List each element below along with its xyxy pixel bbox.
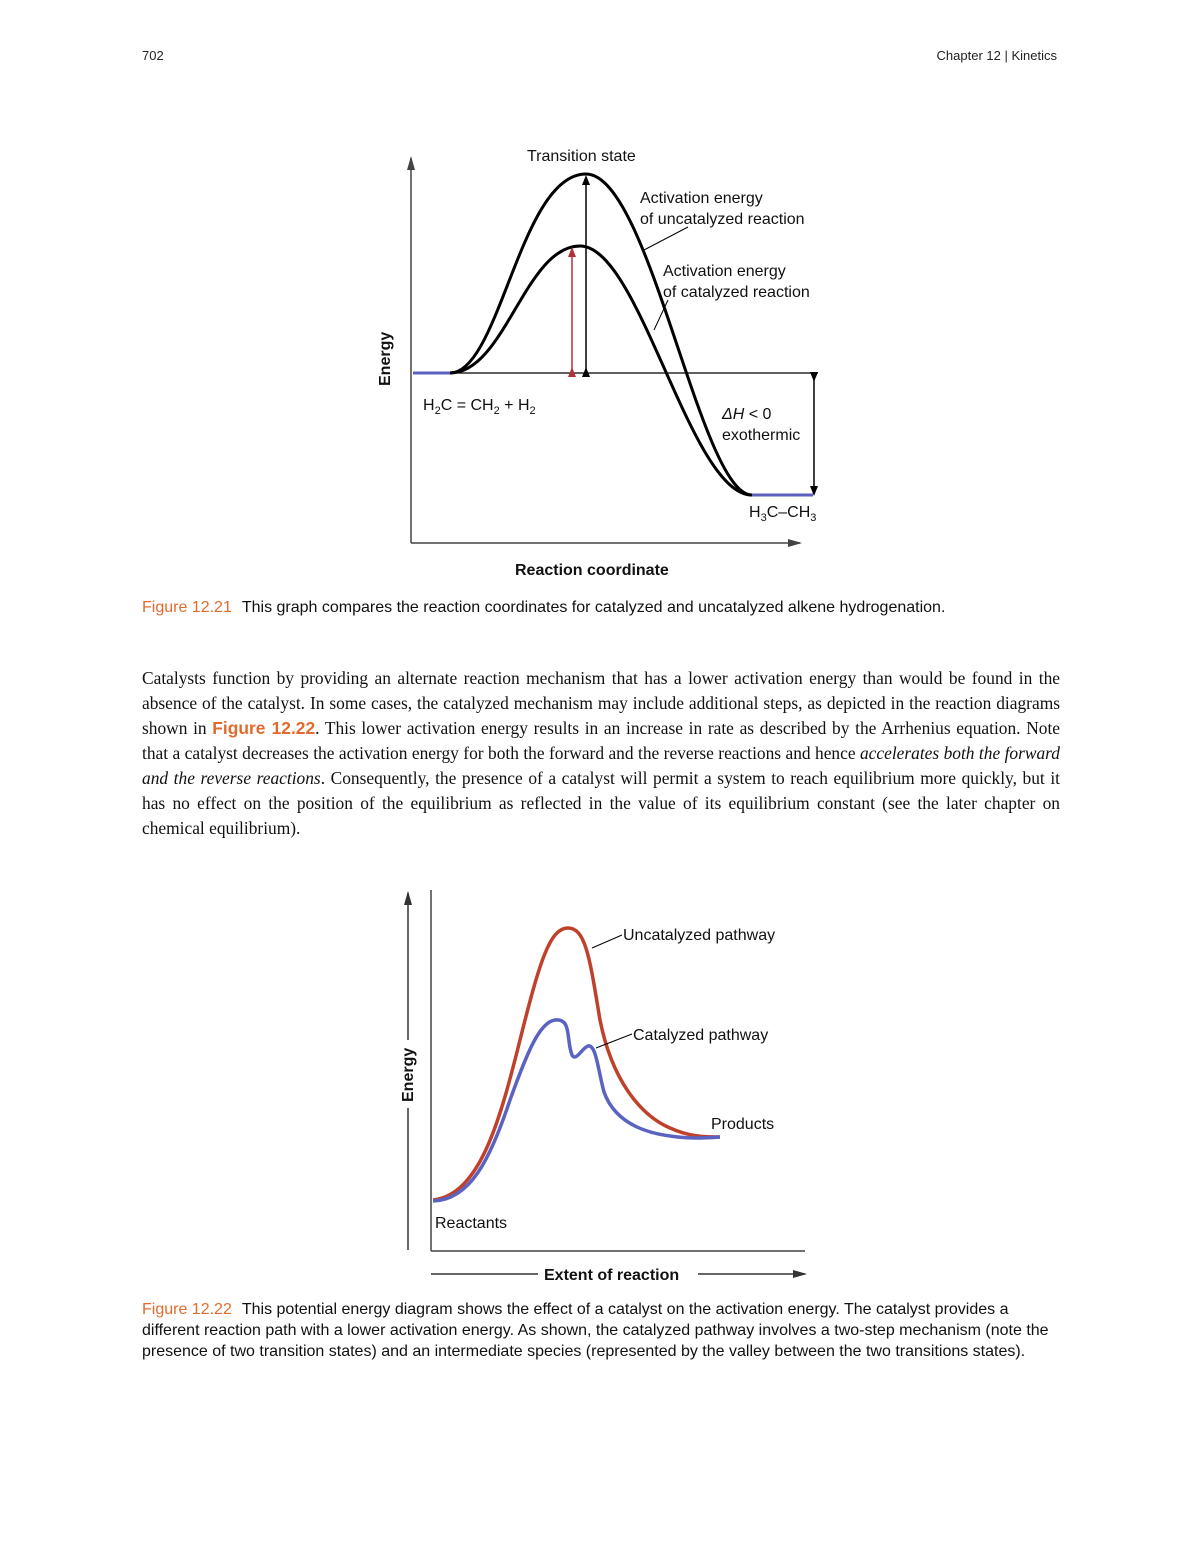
energy-axis-label: Energy (400, 1047, 417, 1102)
uncatalyzed-pathway-label: Uncatalyzed pathway (623, 927, 776, 944)
product-formula: $H_3C-CH_3$ (749, 504, 817, 524)
reactant-formula: $H_2C = CH_2 + H_2$ (423, 397, 536, 417)
catalyzed-activation-label-2: of catalyzed reaction (663, 284, 810, 301)
figure-12-21-caption (142, 597, 1062, 618)
figure-12-21 (0, 0, 1200, 600)
delta-h-label: ΔH < 0 (722, 406, 772, 423)
x-axis-label: Reaction coordinate (515, 562, 669, 579)
products-label: Products (711, 1116, 775, 1133)
figure-12-22-ref: Figure 12.22 (142, 1301, 232, 1318)
body-paragraph (142, 666, 1060, 841)
uncatalyzed-leader (644, 227, 688, 250)
exothermic-label: exothermic (722, 427, 801, 444)
figure-12-21-ref: Figure 12.21 (142, 599, 232, 616)
catalyzed-pathway-leader (596, 1034, 632, 1048)
uncatalyzed-activation-label-1: Activation energy (640, 190, 763, 207)
uncatalyzed-pathway-curve (433, 928, 720, 1200)
uncatalyzed-activation-label-2: of uncatalyzed reaction (640, 211, 805, 228)
page-number: 702 (142, 48, 164, 63)
body-emphasis: accelerates both the forward and the reverse reactions (142, 743, 1061, 788)
figure-12-22-caption-text: This potential energy diagram shows the effect of a catalyst on the activation energy. The catalyst provides a different reaction path with a lower activation energy. As shown, the catalyzed pathway involves a two-step mechanism (note the presence of two transition states) and an intermediate species (represented by the valley between the two transitions states). (142, 1301, 1049, 1360)
chapter-title: Chapter 12 | Kinetics (936, 48, 1057, 63)
body-text-2: . This lower activation energy results in an increase in rate as described by the Arrhenius equation. Note that a catalyst decreases the activation energy for both the forward and the reverse reactions and hence (142, 718, 1060, 763)
y-axis-label: Energy (377, 331, 394, 386)
body-text-3: . Consequently, the presence of a catalyst will permit a system to reach equilibrium more quickly, but it has no effect on the position of the equilibrium as reflected in the value of its equilibrium constant (see the later chapter on chemical equilibrium). (142, 768, 1061, 838)
catalyzed-activation-label-1: Activation energy (663, 263, 786, 280)
figure-12-22-caption (142, 1299, 1062, 1362)
figure-12-22-link[interactable]: Figure 12.22 (212, 718, 316, 738)
catalyzed-pathway-curve (433, 1020, 720, 1201)
reactants-label: Reactants (435, 1215, 508, 1232)
catalyzed-pathway-label: Catalyzed pathway (633, 1027, 769, 1044)
uncatalyzed-pathway-leader (592, 935, 622, 948)
extent-axis-label: Extent of reaction (544, 1267, 680, 1284)
figure-12-21-caption-text: This graph compares the reaction coordinates for catalyzed and uncatalyzed alkene hydrogenation. (241, 599, 946, 616)
body-text-1: Catalysts function by providing an alternate reaction mechanism that has a lower activation energy than would be found in the absence of the catalyst. In some cases, the catalyzed mechanism may include additional steps, as depicted in the reaction diagrams shown in (142, 668, 1060, 738)
transition-state-label: Transition state (527, 148, 636, 165)
